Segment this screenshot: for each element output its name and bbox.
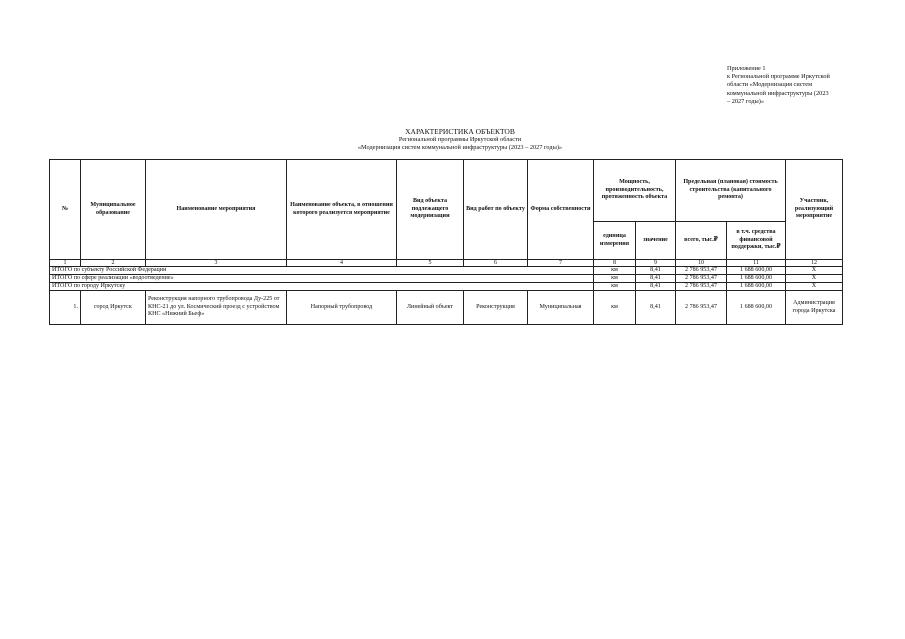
total-cost: 2 786 953,47 [676, 283, 727, 291]
row-work-type: Реконструкция [464, 291, 528, 325]
header-cost-support: в т.ч. средства финансовой поддержки, тыс.₽ [727, 222, 786, 260]
total-label: ИТОГО по субъекту Российской Федерации [50, 267, 594, 275]
title-line-2: Региональной программы Иркутской области [398, 136, 522, 143]
total-value: 8,41 [636, 267, 676, 275]
row-object-type: Линейный объект [397, 291, 464, 325]
total-support: 1 688 600,00 [727, 267, 786, 275]
appendix-line: – 2027 годы)» [727, 97, 764, 105]
total-participant: X [786, 275, 843, 283]
total-participant: X [786, 283, 843, 291]
column-number: 12 [786, 260, 843, 267]
total-label: ИТОГО по сфере реализации «водоотведение» [50, 275, 594, 283]
total-row-sphere [50, 275, 843, 283]
total-value: 8,41 [636, 275, 676, 283]
column-number: 11 [727, 260, 786, 267]
column-number: 6 [464, 260, 528, 267]
total-value: 8,41 [636, 283, 676, 291]
total-unit: км [594, 275, 636, 283]
total-cost: 2 786 953,47 [676, 267, 727, 275]
header-no: № [50, 160, 81, 260]
document-title [300, 127, 620, 152]
column-number: 7 [528, 260, 594, 267]
appendix-line: области «Модернизация систем [727, 81, 813, 89]
total-cost: 2 786 953,47 [676, 275, 727, 283]
row-activity: Реконструкция напорного трубопровода Ду-225 от КНС-21 до ул. Космический проезд с устройством КНС «Нижний Бьеф» [146, 291, 287, 325]
appendix-line: Приложение 1 [727, 65, 766, 72]
column-number: 8 [594, 260, 636, 267]
column-number: 4 [287, 260, 397, 267]
table-row [50, 291, 843, 325]
total-support: 1 688 600,00 [727, 275, 786, 283]
total-support: 1 688 600,00 [727, 283, 786, 291]
appendix-line: коммунальной инфраструктуры (2023 [727, 89, 829, 97]
header-participant: Участник, реализующий мероприятие [786, 160, 843, 260]
total-participant: X [786, 267, 843, 275]
header-cost-total: всего, тыс.₽ [676, 222, 727, 260]
header-unit: единица измерения [594, 222, 636, 260]
row-participant: Администрация города Иркутска [786, 291, 843, 325]
header-activity: Наименование мероприятия [146, 160, 287, 260]
header-value: значение [636, 222, 676, 260]
title-line-1: ХАРАКТЕРИСТИКА ОБЪЕКТОВ [405, 127, 515, 136]
column-number: 1 [50, 260, 81, 267]
appendix-note [727, 65, 845, 106]
header-capacity: Мощность, производительность, протяженность объекта [594, 160, 676, 222]
total-row-city [50, 283, 843, 291]
column-number: 10 [676, 260, 727, 267]
row-no: 1. [50, 291, 81, 325]
row-unit: км [594, 291, 636, 325]
row-cost-total: 2 786 953,47 [676, 291, 727, 325]
header-ownership: Форма собственности [528, 160, 594, 260]
row-ownership: Муниципальная [528, 291, 594, 325]
column-number: 3 [146, 260, 287, 267]
total-unit: км [594, 267, 636, 275]
column-number: 2 [81, 260, 146, 267]
row-municipality: город Иркутск [81, 291, 146, 325]
row-cost-support: 1 688 600,00 [727, 291, 786, 325]
total-row-subject [50, 267, 843, 275]
row-value: 8,41 [636, 291, 676, 325]
objects-table [49, 159, 843, 325]
total-unit: км [594, 283, 636, 291]
header-cost: Предельная (плановая) стоимость строительства (капитального ремонта) [676, 160, 786, 222]
header-object-name: Наименование объекта, в отношении которого реализуется мероприятие [287, 160, 397, 260]
header-work-type: Вид работ по объекту [464, 160, 528, 260]
column-number: 9 [636, 260, 676, 267]
header-object-type: Вид объекта подлежащего модернизации [397, 160, 464, 260]
total-label: ИТОГО по городу Иркутску [50, 283, 594, 291]
appendix-line: к Региональной программе Иркутской [727, 73, 830, 81]
column-number: 5 [397, 260, 464, 267]
header-municipality: Муниципальное образование [81, 160, 146, 260]
row-object-name: Напорный трубопровод [287, 291, 397, 325]
title-line-3: «Модернизация систем коммунальной инфраструктуры (2023 – 2027 годы)» [357, 144, 563, 151]
column-numbers-row [50, 260, 843, 267]
